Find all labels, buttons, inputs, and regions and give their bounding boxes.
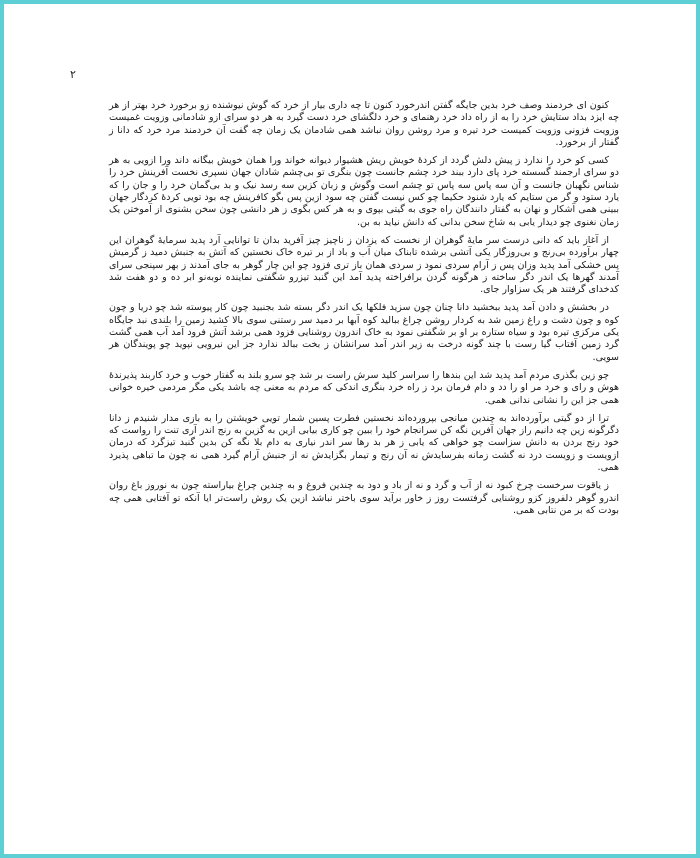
paragraph: از آغاز باید که دانی درست سر مایهٔ گوهران از نخست که یزدان ز ناچیز چیز آفرید بدان تا توانایی آرد پدید سرمایهٔ گوهران این چهار برآورده بی‌رنج و بی‌روزگار یکی آتشی برشده تابناک میان آب و باد از بر تیره خاک نخستین که آتش به جنبش دمید ز گرمیش پس خشکی آمد پدید وزان پس ز آرام سردی نمود ز سردی همان باز تری فزود چو این چار گوهر به جای آمدند ز بهر سپنجی سرای آمدند گهرها یک اندر دگر ساخته ز هرگونه گردن برافراخته پدید آمد این گنبد تیزرو شگفتی نماینده نوبه‌نو ابر ده و دو هفت شد کدخدای گرفتند هر یک سزاوار جای. <box>109 234 619 296</box>
paragraph: ز یاقوت سرخست چرخ کبود نه از آب و گرد و نه از باد و دود به چندین فروغ و به چندین چراغ بیاراسته چون به نوروز باغ روان اندرو گوهر دلفروز کزو روشنایی گرفتست روز ز خاور برآید سوی باختر نباشد ازین یک روش راست‌تر ایا آنکه تو آفتابی همی چه بودت که بر من نتابی همی. <box>109 480 619 516</box>
paragraph: کسی کو خرد را ندارد ز پیش دلش گردد از کردهٔ خویش ریش هشیوار دیوانه خواند ورا همان خویش بیگانه داند ورا ازویی به هر دو سرای ارجمند گسسته خرد پای دارد ببند خرد چشم جانست چون بنگری تو بی‌چشم شادان جهان نسپری نخست آفرینش خرد را شناس نگهبان جانست و آن سه پاس سه پاس تو چشم است وگوش و زبان کزین سه رسد نیک و بد بی‌گمان خرد را و جان را که یارد ستود و گر من ستایم که یارد شنود حکیما چو کس نیست گفتن چه سود ازین پس بگو کافرینش چه بود تویی کردهٔ کردگار جهان ببینی همی آشکار و نهان به گفتار دانندگان راه جوی به گیتی بپوی و به هر کس بگوی ز هر دانشی چون سخن بشنوی از آموختن یک زمان نغنوی چو دیدار یابی به شاخ سخن بدانی که دانش نیاید به بن. <box>109 155 619 228</box>
paragraph: در بخشش و دادن آمد پدید ببخشید دانا چنان چون سزید فلکها یک اندر دگر بسته شد بجنبید چون کار پیوسته شد چو دریا و چون کوه و چون دشت و راغ زمین شد به کردار روشن چراغ ببالید کوه آبها بر دمید سر رستنی سوی بالا کشید زمین را بلندی نبد جایگاه یکی مرکزی تیره بود و سیاه ستاره بر او بر شگفتی نمود به خاک اندرون روشنایی فزود همی برشد آتش فرود آمد آب همی گشت گرد زمین آفتاب گیا رست با چند گونه درخت به زیر اندر آمد سرانشان ز بخت ببالد ندارد جز این نیرویی نپوید چو پویندگان هر سویی. <box>109 302 619 363</box>
paragraph: چو زین بگذری مردم آمد پدید شد این بندها را سراسر کلید سرش راست بر شد چو سرو بلند به گفتار خوب و خرد کاربند پذیرندهٔ هوش و رای و خرد مر او را دد و دام فرمان برد ز راه خرد بنگری اندکی که مردم به معنی چه باشد یکی مگر مردمی خیره خوانی همی جز این را نشانی ندانی همی. <box>109 369 619 406</box>
document-body <box>109 100 619 523</box>
page-number: ۲ <box>70 68 76 81</box>
paragraph: کنون ای خردمند وصف خرد بدین جایگه گفتن اندرخورد کنون تا چه داری بیار از خرد که گوش نیوشنده زو برخورد خرد بهتر از هر چه ایزد بداد ستایش خرد را به از راه داد خرد رهنمای و خرد دلگشای خرد دست گیرد به هر دو سرای ازو شادمانی وزویت غمیست وزویت فزونی وزویت کمیست خرد تیره و مرد روشن روان نباشد همی شادمان یک زمان چه گفت آن خردمند مرد خرد که دانا ز گفتار از برخورد. <box>109 100 619 148</box>
paragraph: ترا از دو گیتی برآورده‌اند به چندین میانجی بپرورده‌اند نخستین فطرت پسین شمار تویی خویشتن را به بازی مدار شنیدم ز دانا دگرگونه زین چه دانیم راز جهان آفرین نگه کن سرانجام خود را ببین چو کاری بیابی ازین به گزین به رنج اندر آری تنت را رواست که خود رنج بردن به دانش سزاست چو خواهی که یابی ز هر بد رها سر اندر نیاری به دام بلا نگه کن بدین گنبد تیزگرد که درمان ازویست و زویست درد نه گشت زمانه بفرسایدش نه آن رنج و تیمار بگزایدش نه از جنبش آرام گیرد همی نه چون ما تباهی پذیرد همی. <box>109 412 619 474</box>
